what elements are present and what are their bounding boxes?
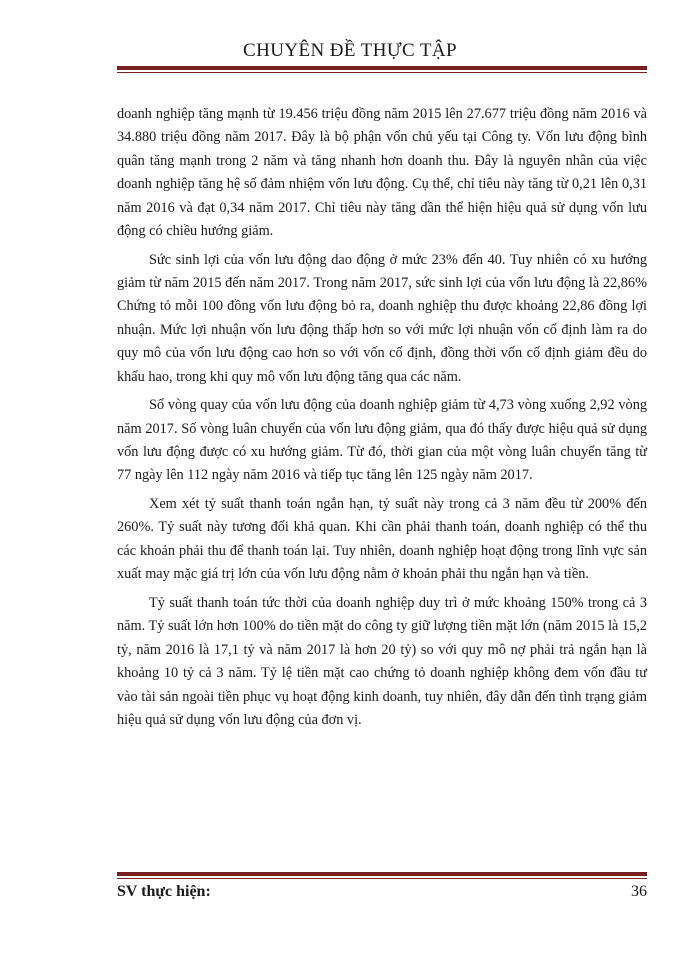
footer-author-label: SV thực hiện: [117,883,211,900]
page-number: 36 [631,883,647,900]
paragraph-1: doanh nghiệp tăng mạnh từ 19.456 triệu đồng năm 2015 lên 27.677 triệu đồng năm 2016 và 34.880 triệu đồng năm 2017. Đây là bộ phận vốn chủ yếu tại Công ty. Vốn lưu động bình quân tăng mạnh trong 2 năm và tăng nhanh hơn doanh thu. Đây là nguyên nhân của việc doanh nghiệp tăng hệ số đảm nhiệm vốn lưu động. Cụ thể, chỉ tiêu này tăng từ 0,21 lên 0,31 năm 2016 và đạt 0,34 năm 2017. Chỉ tiêu này tăng dần thể hiện hiệu quả sử dụng vốn lưu động có chiều hướng giảm. [117,106,647,240]
paragraph-5: Tỷ suất thanh toán tức thời của doanh nghiệp duy trì ở mức khoảng 150% trong cả 3 năm. Tỷ suất lớn hơn 100% do tiền mặt do công ty giữ lượng tiền mặt lớn (năm 2015 là 15,2 tỷ, năm 2016 là 17,1 tỷ và năm 2017 là hơn 20 tỷ) so với quy mô nợ phải trả ngắn hạn là khoảng 10 tỷ cả 3 năm. Tỷ lệ tiền mặt cao chứng tỏ doanh nghiệp không đem vốn đầu tư vào tài sản ngoài tiền phục vụ hoạt động kinh doanh, tuy nhiên, đây dẫn đến tình trạng giảm hiệu quả sử dụng vốn lưu động của đơn vị. [117,594,647,728]
footer-rule-thick [117,872,647,876]
body-text [117,103,647,738]
page-header-title: CHUYÊN ĐỀ THỰC TẬP [243,40,457,61]
paragraph-2: Sức sinh lợi của vốn lưu động dao động ở mức 23% đến 40. Tuy nhiên có xu hướng giảm từ năm 2015 đến năm 2017. Trong năm 2017, sức sinh lợi của vốn lưu động là 22,86% Chứng tỏ mỗi 100 đồng vốn lưu động bỏ ra, doanh nghiệp thu được khoảng 22,86 đồng lợi nhuận. Mức lợi nhuận vốn lưu động thấp hơn so với mức lợi nhuận vốn cố định làm ra do quy mô của vốn lưu động cao hơn so với vốn cố định, đồng thời vốn cố định giảm đều do khấu hao, trong khi quy mô vốn lưu động tăng qua các năm. [117,251,647,385]
header-rule-thick [117,66,647,70]
paragraph-4: Xem xét tỷ suất thanh toán ngắn hạn, tỷ suất này trong cả 3 năm đều từ 200% đến 260%. Tỷ suất này tương đối khả quan. Khi cần phải thanh toán, doanh nghiệp có thể thu các khoản phải thu để thanh toán lại. Tuy nhiên, doanh nghiệp hoạt động trong lĩnh vực sản xuất may mặc giá trị lớn của vốn lưu động nằm ở khoản phải thu ngắn hạn và tiền. [117,496,647,583]
header-rule-thin [117,72,647,73]
paragraph-3: Số vòng quay của vốn lưu động của doanh nghiệp giảm từ 4,73 vòng xuống 2,92 vòng năm 2017. Số vòng luân chuyển của vốn lưu động giảm, qua đó thấy được hiệu quả sử dụng vốn lưu động được có xu hướng giảm. Từ đó, thời gian của một vòng luân chuyển tăng từ 77 ngày lên 112 ngày năm 2016 và tiếp tục tăng lên 125 ngày năm 2017. [117,397,647,484]
footer-rule-thin [117,878,647,879]
